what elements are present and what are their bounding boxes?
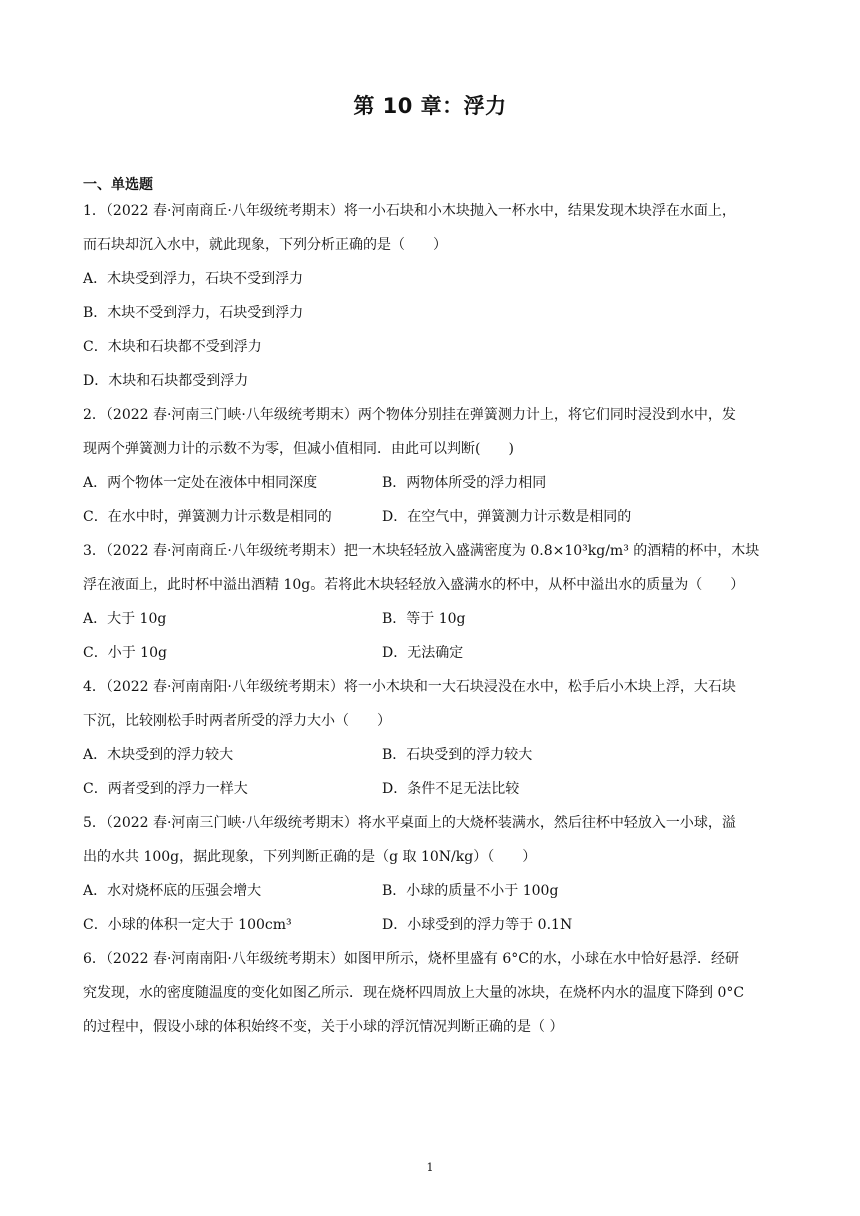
question-6-text-cont: 究发现，水的密度随温度的变化如图乙所示．现在烧杯四周放上大量的冰块，在烧杯内水的温度下降到 0°C	[83, 985, 745, 1001]
question-5-option-d: D．小球受到的浮力等于 0.1N	[382, 917, 573, 933]
question-3-option-d: D．无法确定	[382, 645, 464, 661]
question-4-text-cont: 下沉，比较刚松手时两者所受的浮力大小（ ）	[83, 713, 391, 729]
question-5-text: 5．（2022 春·河南三门峡·八年级统考期末）将水平桌面上的大烧杯装满水，然后往杯中轻放入一小球，溢	[83, 815, 736, 831]
question-4-option-d: D．条件不足无法比较	[382, 781, 520, 797]
page-title: 第 10 章：浮力	[353, 94, 507, 118]
question-6-text: 6．（2022 春·河南南阳·八年级统考期末）如图甲所示，烧杯里盛有 6°C的水，小球在水中恰好悬浮．经研	[83, 951, 739, 967]
question-5-text-cont: 出的水共 100g，据此现象，下列判断正确的是（g 取 10N/kg）（ ）	[83, 849, 537, 865]
question-4-option-c: C．两者受到的浮力一样大	[83, 781, 248, 797]
question-4-option-a: A．木块受到的浮力较大	[83, 747, 234, 763]
question-2-option-d: D．在空气中，弹簧测力计示数是相同的	[382, 509, 632, 525]
page-number: 1	[426, 1161, 434, 1174]
question-3-option-a: A．大于 10g	[83, 611, 167, 627]
question-1-option-a: A．木块受到浮力，石块不受到浮力	[83, 271, 304, 287]
question-3-text-cont: 浮在液面上，此时杯中溢出酒精 10g。若将此木块轻轻放入盛满水的杯中，从杯中溢出水的质量为（ ）	[83, 577, 745, 593]
question-1-option-c: C．木块和石块都不受到浮力	[83, 339, 262, 355]
question-4-text: 4．（2022 春·河南南阳·八年级统考期末）将一小木块和一大石块浸没在水中，松手后小木块上浮，大石块	[83, 679, 736, 695]
question-2-option-b: B．两物体所受的浮力相同	[382, 475, 547, 491]
question-1-text: 1．（2022 春·河南商丘·八年级统考期末）将一小石块和小木块抛入一杯水中，结果发现木块浮在水面上，	[83, 203, 736, 219]
question-3-option-b: B．等于 10g	[382, 611, 466, 627]
question-3-text: 3．（2022 春·河南商丘·八年级统考期末）把一木块轻轻放入盛满密度为 0.8×10³kg/m³ 的酒精的杯中，木块	[83, 543, 760, 559]
question-6-text-cont-2: 的过程中，假设小球的体积始终不变，关于小球的浮沉情况判断正确的是（ ）	[83, 1019, 564, 1035]
question-2-text: 2．（2022 春·河南三门峡·八年级统考期末）两个物体分别挂在弹簧测力计上，将它们同时浸没到水中，发	[83, 407, 736, 423]
question-2-option-c: C．在水中时，弹簧测力计示数是相同的	[83, 509, 332, 525]
question-3-option-c: C．小于 10g	[83, 645, 167, 661]
question-5-option-b: B．小球的质量不小于 100g	[382, 883, 559, 899]
question-1-option-d: D．木块和石块都受到浮力	[83, 373, 249, 389]
question-5-option-c: C．小球的体积一定大于 100cm³	[83, 917, 292, 933]
question-2-option-a: A．两个物体一定处在液体中相同深度	[83, 475, 318, 491]
question-1-option-b: B．木块不受到浮力，石块受到浮力	[83, 305, 304, 321]
question-4-option-b: B．石块受到的浮力较大	[382, 747, 533, 763]
question-5-option-a: A．水对烧杯底的压强会增大	[83, 883, 262, 899]
section-heading: 一、单选题	[83, 177, 153, 193]
question-2-text-cont: 现两个弹簧测力计的示数不为零，但减小值相同．由此可以判断( )	[83, 441, 514, 457]
question-1-text-cont: 而石块却沉入水中，就此现象，下列分析正确的是（ ）	[83, 237, 447, 253]
